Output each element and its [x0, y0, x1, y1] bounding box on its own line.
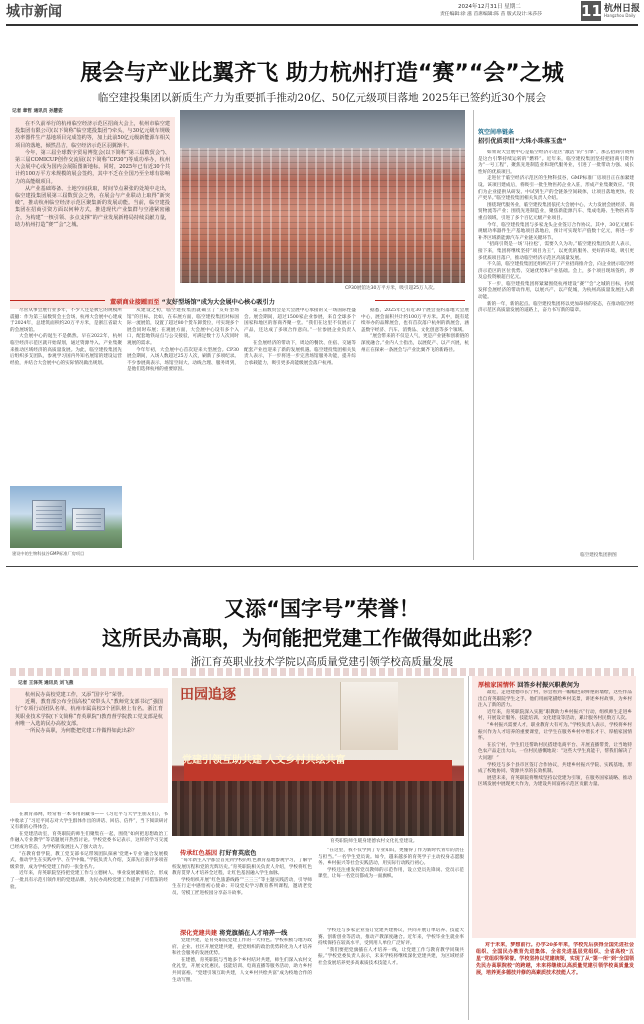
article2-headline-line2: 这所民办高职，为何能把党建工作做得如此出彩？ — [102, 626, 542, 650]
body-paragraph: 学校还与多个县市区签订合作协议，共建乡村振兴学院、实践基地，形成了校地协同、资源共享的长效机制。 — [478, 762, 632, 775]
body-paragraph: 围绕现代服务业，临空建投集团依托大会展中心，大力发展会展经济、商贸物流等产业；围绕先进制造业，聚焦新能源汽车、集成电路、生物医药等重点领域，引进了多个百亿元级产业项目。 — [478, 202, 634, 221]
lead-paragraph: 在不久前举行的杭州临空经济示范区招商大会上，杭州市临空建投集团有限公司(以下简称“临空建投集团”)牵头，与30亿元级车规级功率器件生产基地项目完成签约等，加上此前50亿元级新能源车相关项目的落地，倾然昌吉，临空经济示范区羽翼渐丰。 — [15, 121, 170, 149]
expo-photo-caption: CP30展馆达30万平方米，吸引超25万人次。 — [345, 286, 438, 291]
section-title: 打好育英底色 — [219, 850, 257, 857]
body-paragraph: 从建设之初，临空建投集团就确立了“友好型场馆”的目标。比如，在布展方面，临空建投集团对标国际一流展馆，设置了超过80个货车卸货位，可实现多个展会同时布展；在观展方面，大会展中心设有多个入口，配套地铁站点与公交接驳，可满足数十万人次同时观展的需求。 — [127, 308, 239, 346]
body-paragraph: 尽管从事会展行业多年，不少人还是被它的规模所震撼：作为第三届数贸会主会场，杭州大会展中心建成于2024年，总建筑面积约20万平方米，是浙江省最大的会展场馆。 — [10, 308, 122, 333]
side-title: 厚植家国情怀 — [478, 682, 516, 689]
building-photo-caption: 建设中的生物科技谷GMP标准厂房项目 — [12, 551, 85, 556]
article1-body-col4 — [361, 308, 469, 560]
body-paragraph: 今年，临空建投集团与多家龙头企业签订合作协议。其中，30亿元级车规级功率器件生产基地项目落地后，预计可实现年产值数十亿元，将进一步补齐区域新能源汽车产业链关键环节。 — [478, 222, 634, 241]
article1-subheadline: 临空建投集团以新质生产力为重要抓手推动20亿、50亿元级项目落地 2025年已签约近30个展会 — [97, 92, 547, 104]
section-name: 城市新闻 — [6, 4, 62, 20]
body-paragraph: 走进位于临空经济示范区的生物科技谷，GMP标准厂房项目正在加紧建设。该项目建成后，将吸引一批生物医药企业入驻，形成产业集聚效应。“我们为企业提供从研发、中试到生产的全链条空间载体，让项目落地更快、投产更早。”临空建投集团相关负责人介绍。 — [478, 176, 634, 202]
article1-body-col3 — [244, 308, 356, 560]
lead-paragraph: 从产业基础筹备、土地空间获取，时间节点紧张的处境中走出，临空建投集团展第三届数贸会之势，在展会与产业联动上取得“新突破”，推动杭州临空经济示范区聚集新的发展动能。当前，临空建投集团在招商引资方面以何种方式，推进现代产业集群与空港紧密融合，为构建“一核引领、多点支撑”的产业发展新格局持续贡献力量，助力杭州打造“赛”“会”之城。 — [15, 185, 170, 228]
group-photo-people — [172, 781, 464, 836]
body-paragraph: “我们要把党旗插在人才培养一线，让党建工作与教育教学同频共振。”学校党委负责人表示，未来学校将继续深化党建共建，为区域经济社会发展培养更多高素质技术技能人才。 — [318, 947, 464, 966]
body-paragraph: 在长宁村，学生们还帮助村民搭建电商平台、开展直播带货，让当地特色农产品走出大山。一位村民感慨地说：“这些大学生真能干，帮我们解决了大问题！” — [478, 742, 632, 761]
body-paragraph: 学校还注重发挥党员教师的示范作用，设立党员先锋岗、党员示范课堂，让每一名党员都成为一面旗帜。 — [318, 867, 464, 880]
lead-paragraph: 一所民办高职，为何能把党建工作做得如此出彩？ — [25, 728, 138, 735]
students-group-photo — [172, 678, 464, 836]
body-paragraph: 学校组织开展“红色旅游线路”“三三三”等主题实践活动，引导师生在行走中感悟初心使命；开设党史学习教育系列课程，邀请老党员、劳模工匠进校园分享奋斗故事。 — [172, 877, 312, 896]
body-paragraph: 展望未来，育英职院将继续坚持以党建为引领，在服务国家战略、推动区域发展中展现更大作为，为建设共同富裕示范区贡献力量。 — [478, 775, 632, 788]
body-paragraph: 近年来，育英职院深入实施“职教助力乡村振兴”行动，组织师生走进乡村，开展设计服务、技能培训、文化建设等活动，累计服务村民数万人次。 — [478, 709, 632, 722]
column-divider — [468, 676, 469, 1020]
page-number: 11 — [581, 2, 602, 20]
body-paragraph: 最近，走进建德市长宁村，你会看到一幅幅色彩鲜艳的墙绘，这些作品出自育英职院学生之手。他们用画笔描绘乡村美景，讲述乡村故事，为乡村注入了新的活力。 — [478, 690, 632, 709]
article1-headline: 展会与产业比翼齐飞 助力杭州打造“赛”“会”之城 — [80, 61, 564, 86]
article1-lead — [10, 117, 175, 309]
section-prefix: 传承红色基因 — [180, 850, 218, 857]
body-paragraph: 近年来，育英职院坚持把党建工作与立德树人、事业发展紧密结合，形成了一批具有示范引领作用的党建品牌，为民办高校党建工作提供了可借鉴的经验。 — [10, 871, 168, 890]
section-prefix: 董硕商业接踵而至 — [110, 299, 160, 306]
lead-paragraph: 今年，第三届全球数字贸易博览会(以下简称“第三届数贸会”)、第三届COMICUP创作交流展(以下简称“CP30”)等成功举办，杭州大会展中心成为国内会展版图新地标。同时，2025年已有近30个共计约100万平方米规模的展会签约，其中不乏在全国乃至全球有影响力的高能级项目。 — [15, 149, 170, 185]
article1-body-col1 — [10, 308, 122, 490]
body-paragraph: 下一步，临空建投集团将紧紧围绕杭州建设“赛”“会”之城的目标，持续发挥会展经济的带动作用，以展兴产、以产促城，为杭州高质量发展注入新动能。 — [478, 281, 634, 301]
article1-side-title: 筑空间串链条 — [478, 129, 515, 136]
closing-paragraph: 对于未来，梦想前行。办学20多年来，学校先后获得全国先进社会组织、全国民办教育先进集体、全省先进基层党组织、全省高校“五星”党组织等荣誉。学校坚持以党建统领，实现了从“第一所”到“全国领先民办高职院校”的跨越，未来将继续以高质量党建引领学校高质量发展，培养更多德技并修的高素质技术技能人才。 — [476, 942, 634, 976]
article2-closing — [476, 942, 634, 1020]
group-photo-caption: 育英职院师生暖身建德农村文化礼堂建设。 — [330, 839, 418, 844]
body-paragraph: 今年年初，大会展中心首次迎来大型展会。CP30展会期间，入场人数超过25万人次，刷新了多项纪录。不少参展商表示，场馆空间大、动线合理、服务周到，是他们选择杭州的重要原因。 — [127, 347, 239, 373]
body-paragraph: 新的一年，新的起点。临空建投集团将以更加昂扬的姿态，在推动临空经济示范区高质量发展的道路上，奋力书写新的篇章。 — [478, 301, 634, 314]
body-paragraph: 在建德，育英职院与当地多个乡村结对共建，师生们深入农村文化礼堂，开展文化惠民、技能培训、电商直播等服务活动，助力乡村共同富裕。“党建引领互助共建，人文乡村共绘共富”成为校地合作的生动写照。 — [172, 957, 312, 983]
lead-paragraph: 杭州民办高校党建工作，又添“国字号”荣誉。 — [25, 692, 127, 698]
masthead — [6, 0, 641, 26]
article2-intro — [10, 812, 168, 1020]
body-paragraph: 大会展中心的诞生不是偶然。早在2022年，杭州临空经济示范区就开始谋划，通过资源导入、产业集聚来推动区域经济的高质量发展。为此，临空建投集团先后组织多支团队，参观学习国内外知名展馆的建设运营经验，并结合大会展中心的实际情况做出规划。 — [10, 334, 122, 366]
body-paragraph: “在教育督学院，教工党支部书记带领团队探索‘党建+专业’融合发展模式，推动学生在实践中学、在学中做。”学院负责人介绍，支部先后获评多项省级荣誉，成为学校党建工作的一张金名片。 — [10, 851, 168, 870]
newspaper-logo-sub: Hangzhou Daily — [604, 13, 636, 18]
article1-byline: 记者 章哲 通讯员 孙慧姿 — [12, 109, 63, 114]
article1-side-caption: 临空建投集团供图 — [580, 553, 617, 558]
body-paragraph: “展会带来的不仅是人气，更是产业链和创新链的深度融合。”业内人士指出，以展促产、以产兴展，杭州正在探索一条展会与产业比翼齐飞的新路径。 — [361, 334, 469, 353]
body-paragraph: 在会展经济的带动下，周边的餐饮、住宿、交通等配套产业也迎来了新的发展机遇。临空建投集团相关负责人表示，下一步将进一步完善场馆服务功能，提升综合承载能力，吸引更多高能级展会落户杭州。 — [244, 340, 356, 366]
article2-side-text — [478, 690, 632, 934]
editor-credits: 责任编辑:徐 滋 首席编辑:陈 苗 版式设计:朱莎莎 — [440, 12, 543, 17]
article1-side-text — [478, 150, 634, 550]
article1-section1-head — [110, 297, 275, 306]
column-divider — [473, 110, 474, 560]
group-photo-panel — [340, 682, 398, 750]
expo-roof — [180, 110, 465, 148]
biotech-building-photo — [10, 486, 122, 548]
article2-subheadline: 浙江育英职业技术学院以高质量党建引领学校高质量发展 — [190, 656, 454, 668]
issue-date: 2024年12月31日 星期二 — [458, 4, 521, 10]
section-title: 将党旗插在人才培养一线 — [219, 930, 288, 937]
body-paragraph: 在党建活动室，育英职院的师生们聚集在一起，围绕“如何把思想政治工作融入专业教学”等话题展开热烈讨论。学校党委书记表示，这样的学习交流已经成为常态，为学校的发展注入了强大动力。 — [10, 831, 168, 850]
body-paragraph: 在教育部网，经常看一本书用的藏书——《习近平与大学生朋友们》，书中收录了“习近平同志对大学生群体作出的讲话、回信、信件”，当下阅读研讨又有新的心得体会。 — [10, 812, 168, 831]
body-paragraph: “招商引资是一场‘马拉松’，需要久久为功。”临空建投集团负责人表示，接下来，集团将继续坚持“项目为王”，以更优的服务、更好的环境，吸引更多优质项目落户，推动临空经济示范区高质量发展。 — [478, 242, 634, 261]
article2-section1-col2 — [318, 848, 464, 923]
article2-section2-head — [180, 928, 287, 937]
expo-hall-photo — [180, 110, 465, 283]
section-prefix: 深化党建共建 — [180, 930, 218, 937]
newspaper-logo: 杭州日报 — [604, 4, 641, 14]
article2-section1-col1 — [172, 858, 312, 923]
group-photo-banner-text: 党建引领互助共建 人文乡村共绘共富 — [182, 755, 346, 766]
section-divider — [375, 300, 465, 301]
side-subtitle: 回答乡村振兴职教何为 — [517, 682, 580, 689]
group-photo-top-text: 田园追逐 — [180, 687, 236, 703]
article1-side-subtitle: 招引优质项目“大珠小珠落玉盘” — [478, 138, 567, 145]
decorative-border — [10, 668, 634, 676]
body-paragraph: 据悉，2025年已有近30个展会签约落地大会展中心，展会面积共计约100万平方米。其中，既有延续举办的品牌展会，也有首次落户杭州的新展会，涵盖数字经济、汽车、消费品、文化创意等多个领域。 — [361, 308, 469, 333]
article2-section1-head — [180, 848, 256, 857]
section-title: “友好型场馆”成为大会展中心核心吸引力 — [161, 299, 275, 306]
body-paragraph: 学校还与多家企业签订党建共建协议，共同开展订单培养、技能大赛、创新创业等活动，推动产教深度融合。近年来，学校毕业生就业率持续保持在较高水平，受到用人单位广泛好评。 — [318, 928, 464, 947]
body-paragraph: 党建共建，是育英职院党建工作的一大特色。学校积极与地方政府、企业、社区开展党建共建，把党组织的政治优势转化为人才培养和社会服务的发展优势。 — [172, 938, 312, 957]
building-block — [32, 500, 66, 531]
article2-headline-line1: 又添“国字号”荣誉！ — [224, 597, 420, 621]
article2-section2-col2 — [318, 928, 464, 1020]
lead-paragraph: 近期，教育部公布全国高校“双带头人”教师党支部书记“强国行”专项行动团队名单，杭州市属高校3个团队榜上有名。浙江育英职业技术学院(下文简称“育英职院”)教育督学院教工党支部是杭州唯一入选的民办高校支部。 — [15, 699, 163, 727]
body-paragraph: 第三届数贸会是大会展中心承接的又一场国际性盛会。展会期间，超过1500家企业参展，来自全球多个国家和地区的客商齐聚一堂。“我们在这里不仅展示了产品，还达成了多项合作意向。”一位参展企业负责人说。 — [244, 308, 356, 340]
article2-lead — [10, 688, 168, 803]
body-paragraph: “乡村振兴需要人才，职业教育大有可为。”学校负责人表示，学校将乡村振兴作为人才培养的重要课堂，让学生在服务乡村中增长才干、厚植家国情怀。 — [478, 722, 632, 742]
body-paragraph: “每年新生入学都会首先到学校的红色教育基地参观学习，了解学校发展历程和党的光辉历史。”育英职院相关负责人介绍，学校将红色教育贯穿人才培养全过程，让红色基因融入学生血脉。 — [172, 858, 312, 877]
body-paragraph: “在这里，我不仅学到了专业知识，更懂得了作为新时代青年的责任与担当。”一名学生党员说。如今，越来越多的育英学子主动投身志愿服务、乡村振兴等社会实践活动，用实际行动践行初心。 — [318, 848, 464, 867]
article2-section2-col1 — [172, 938, 312, 1020]
masthead-rule — [6, 24, 638, 26]
building-block — [72, 508, 106, 531]
article-divider — [6, 566, 638, 567]
article2-byline: 记者 王泽英 通讯员 刘飞燕 — [18, 681, 74, 686]
body-paragraph: 如果说大会展中心是临空经济示范区“激活”的“引擎”，那么招商引资则是这台引擎持续运转的“燃料”。近年来，临空建投集团坚持把招商引资作为“一号工程”，聚焦先进制造业和现代服务业，引进了一批带动力强、成长性好的优质项目。 — [478, 150, 634, 175]
body-paragraph: 不久前，临空建投集团还组织召开了产业招商推介会，向企业展示临空经济示范区的区位优势、交通优势和产业基础。会上，多个项目现场签约，涉及总投资额超百亿元。 — [478, 262, 634, 281]
article2-side-head — [478, 680, 579, 689]
article1-body-col2 — [127, 308, 239, 560]
section-divider — [10, 300, 105, 301]
